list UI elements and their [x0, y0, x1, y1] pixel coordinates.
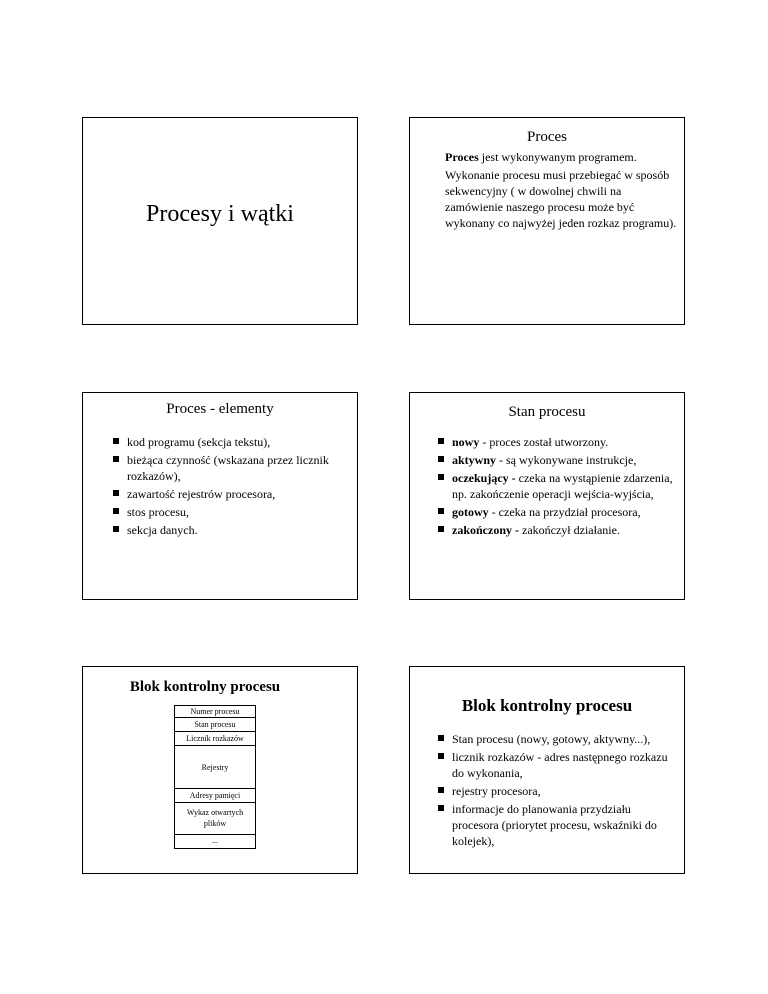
pcb-field-process-state: Stan procesu [175, 718, 255, 732]
list-item [438, 434, 678, 450]
state-description: - są wykonywane instrukcje, [496, 453, 637, 467]
square-bullet-icon [113, 508, 119, 514]
square-bullet-icon [113, 490, 119, 496]
slide-2-paragraph-2: Wykonanie procesu musi przebiegać w sposób sekwencyjny ( w dowolnej chwili na zamówienie naszego procesu może być wykonany co najwyżej jeden rozkaz programu). [445, 168, 677, 230]
square-bullet-icon [113, 438, 119, 444]
state-name: zakończony - [452, 523, 519, 537]
slide-5-title: Blok kontrolny procesu [129, 679, 281, 695]
state-description: - czeka na przydział procesora, [488, 505, 641, 519]
list-item-text: kod programu (sekcja tekstu), [127, 435, 271, 449]
list-item [438, 522, 678, 538]
slide-2-paragraph-1 [445, 149, 677, 165]
state-name: aktywny [452, 453, 497, 467]
slide-3-bullet-list [113, 434, 353, 540]
slide-1 [82, 117, 358, 325]
slide-6-bullet-list [438, 731, 678, 851]
list-item [438, 452, 678, 468]
pcb-field-memory-addresses: Adresy pamięci [175, 789, 255, 803]
slide-4-bullet-list [438, 434, 678, 540]
slide-2 [409, 117, 685, 325]
state-description: - proces został utworzony. [479, 435, 609, 449]
pcb-diagram [174, 705, 256, 849]
proces-term: Proces [445, 150, 479, 164]
list-item [113, 486, 353, 502]
list-item-text: zawartość rejestrów procesora, [127, 487, 276, 501]
square-bullet-icon [438, 526, 444, 532]
list-item [438, 801, 678, 849]
square-bullet-icon [438, 735, 444, 741]
pcb-field-ellipsis: ... [175, 835, 255, 849]
list-item [438, 470, 678, 502]
list-item-text: stos procesu, [127, 505, 189, 519]
list-item [113, 504, 353, 520]
list-item-text: sekcja danych. [127, 523, 198, 537]
list-item [438, 749, 678, 781]
slide-2-text [445, 149, 677, 233]
slide-2-title: Proces [527, 129, 567, 145]
list-item-text: rejestry procesora, [452, 784, 541, 798]
slide-3 [82, 392, 358, 600]
square-bullet-icon [438, 438, 444, 444]
state-name: gotowy [452, 505, 489, 519]
list-item [113, 452, 353, 484]
list-item-text: Stan procesu (nowy, gotowy, aktywny...), [452, 732, 651, 746]
list-item-text: licznik rozkazów - adres następnego rozkazu do wykonania, [452, 750, 668, 780]
pcb-field-open-files: Wykaz otwartych plików [175, 803, 255, 835]
slide-4-title: Stan procesu [508, 404, 586, 420]
square-bullet-icon [113, 526, 119, 532]
square-bullet-icon [113, 456, 119, 462]
pcb-field-registers: Rejestry [175, 746, 255, 789]
state-name: nowy [452, 435, 480, 449]
list-item [438, 731, 678, 747]
square-bullet-icon [438, 474, 444, 480]
slide-1-title: Procesy i wątki [146, 201, 294, 227]
slide-6-title: Blok kontrolny procesu [461, 696, 633, 715]
slide-3-title: Proces - elementy [166, 401, 274, 417]
state-description: zakończył działanie. [519, 523, 620, 537]
slide-6 [409, 666, 685, 874]
state-description: czeka na wystąpienie zdarzenia, np. zakończenie operacji wejścia-wyjścia, [452, 471, 673, 501]
list-item-text: bieżąca czynność (wskazana przez licznik rozkazów), [127, 453, 329, 483]
square-bullet-icon [438, 805, 444, 811]
square-bullet-icon [438, 753, 444, 759]
list-item [438, 504, 678, 520]
proces-definition: jest wykonywanym programem. [478, 150, 637, 164]
list-item [438, 783, 678, 799]
pcb-field-process-number: Numer procesu [175, 706, 255, 718]
square-bullet-icon [438, 456, 444, 462]
state-name: oczekujący - [452, 471, 516, 485]
list-item [113, 522, 353, 538]
slide-5 [82, 666, 358, 874]
slide-4 [409, 392, 685, 600]
list-item-text: informacje do planowania przydziału procesora (priorytet procesu, wskaźniki do kolejek), [452, 802, 657, 848]
square-bullet-icon [438, 787, 444, 793]
pcb-field-program-counter: Licznik rozkazów [175, 732, 255, 746]
list-item [113, 434, 353, 450]
square-bullet-icon [438, 508, 444, 514]
